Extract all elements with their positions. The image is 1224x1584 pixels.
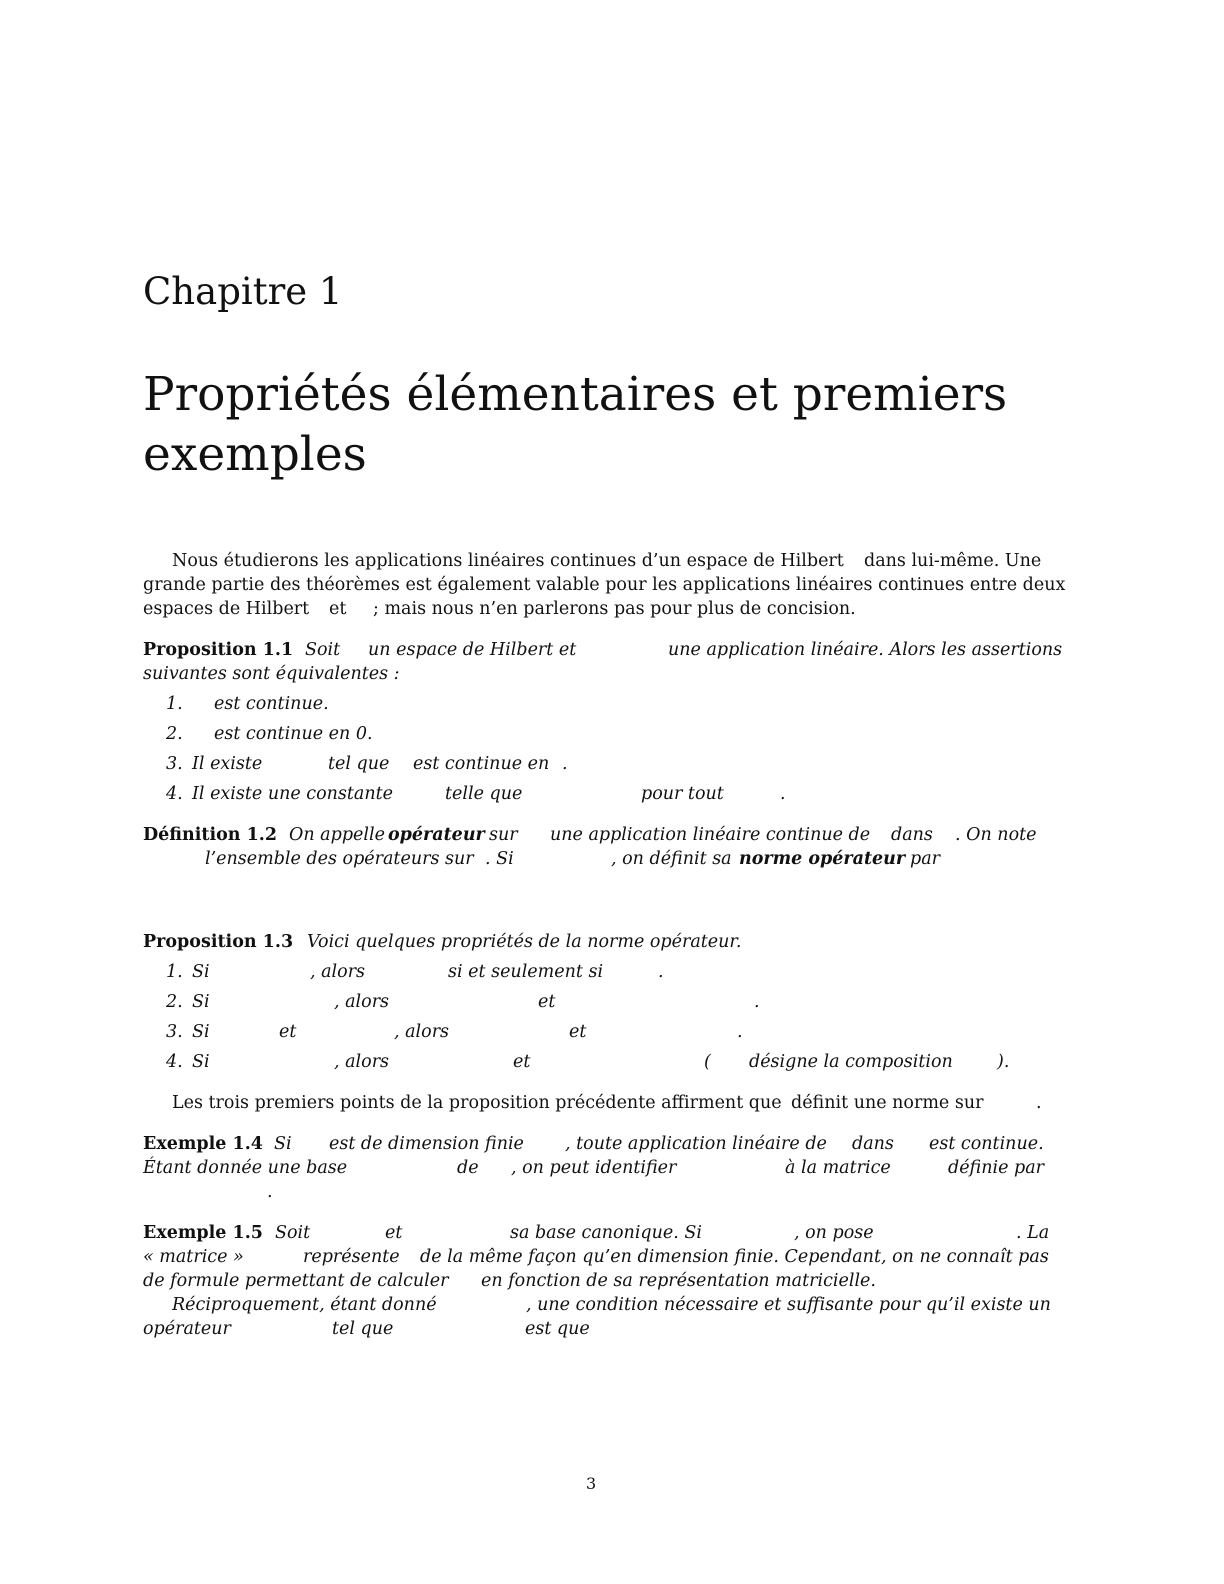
document-page: Chapitre 1 Propriétés élémentaires et premiers exemples Nous étudierons les applications linéaires continues d’un espace de Hilbert dans lui-même. Une grande partie des théorèmes est également valable pour les applications linéaires continues entre deux espaces de Hilbert et ; mais nous n’en parlerons pas pour plus de concision. Proposition 1.1 Soit un espace de Hilbert et une application linéaire. Alors les assertions suivantes sont équivalentes : 1. est continue. 2. est continue en 0. 3. Il existe tel que est continue en . 4. Il existe une constante telle que pour tout . Définition 1.2 On appelle opérateur sur une application linéaire continue de dans . On note l’ensemble des opérateurs sur . Si , on définit sa norme opérateur par Proposition 1.3 Voici quelques propriétés de la norme opérateur. 1. Si , alors si et seulement si . 2. Si , alors et . 3. Si et , alors et . 4. Si , alors et ( désigne la composition ). Les trois premiers points de la proposition précédente affirment que définit une norme sur . Exemple 1.4 Si est de dimension finie , toute application linéaire de dans est continue. Étant donnée une base de , on peut identifier à la matrice définie par . Exemple 1.5 Soit et sa base canonique. Si , on pose . La « matrice » représente de la même façon qu’en dimension finie. Cependant, on ne connaît pas de formule permettant de calculer en fonction de sa représentation matricielle. Réciproquement, étant donné , une condition nécessaire et suffisante pour qu’il existe un opérateur tel que est que 3 xyxy=(0,0,1224,1584)
page-number: 3 xyxy=(586,1474,597,1493)
example-heading: Exemple 1.5 xyxy=(143,1223,263,1243)
definition-heading: Définition 1.2 xyxy=(143,825,278,845)
chapter-label: Chapitre 1 xyxy=(143,270,343,313)
proposition-heading: Proposition 1.3 xyxy=(143,932,294,952)
proposition-heading: Proposition 1.1 xyxy=(143,640,294,660)
chapter-title: Propriétés élémentaires et premiers exemples xyxy=(143,367,1008,482)
example-heading: Exemple 1.4 xyxy=(143,1134,263,1154)
